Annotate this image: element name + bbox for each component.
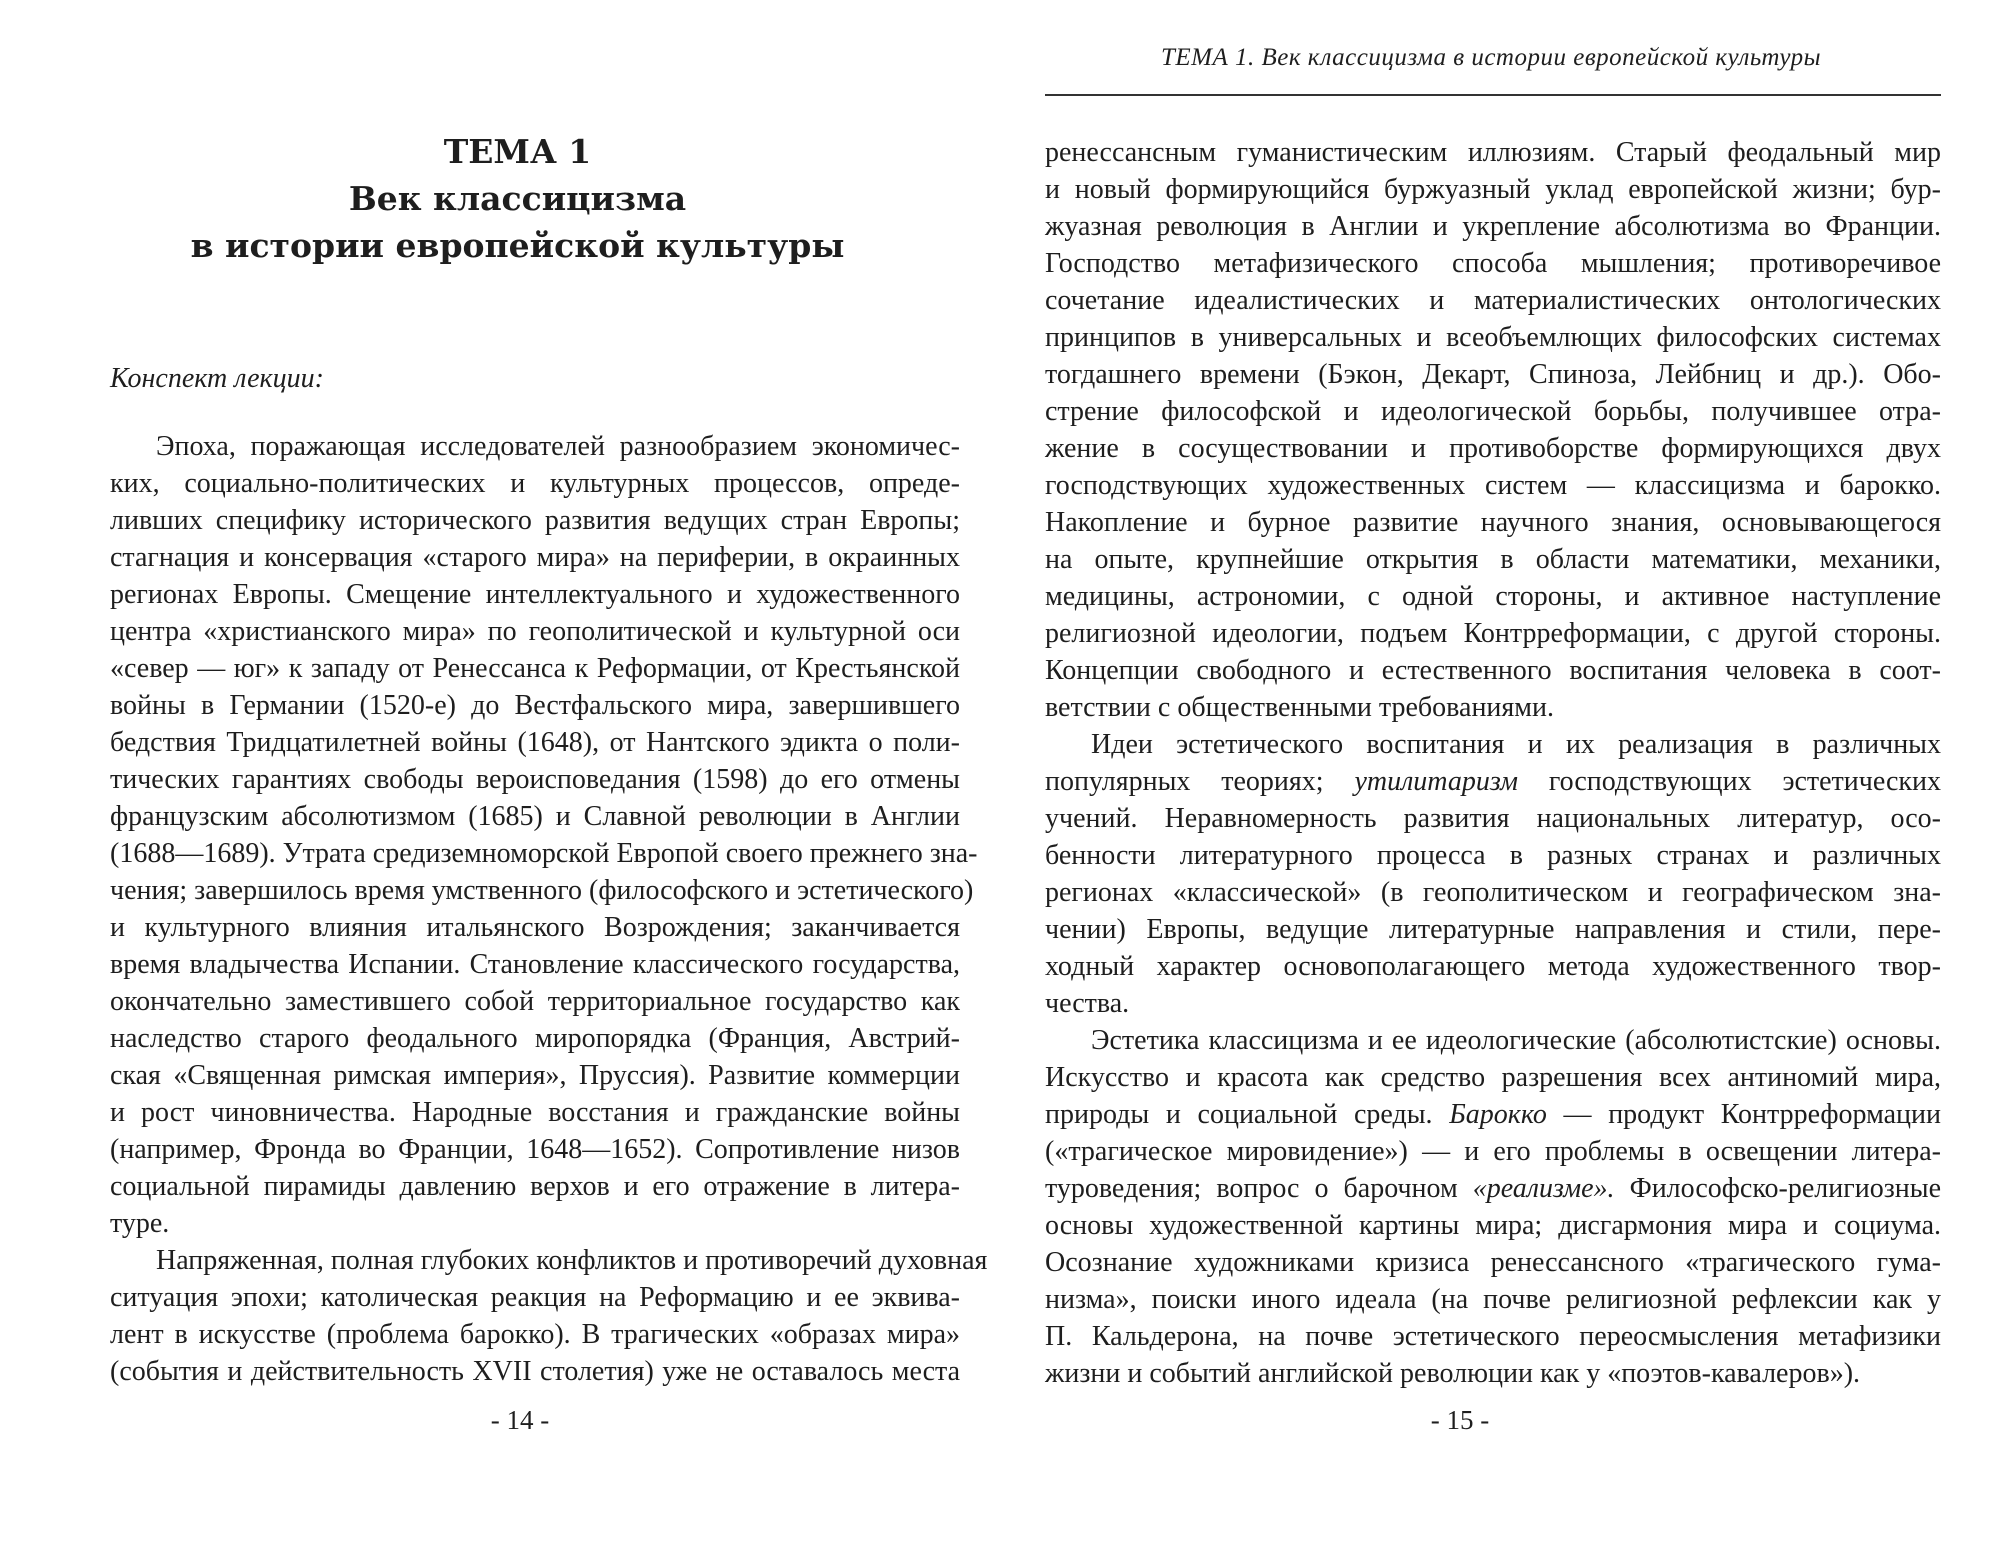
text-line: стрение философской и идеологической борьбы, получившее отра- [1045,396,1941,427]
text-line: регионах Европы. Смещение интеллектуального и художественного [110,579,960,610]
text-line: на опыте, крупнейшие открытия в области математики, механики, [1045,544,1941,575]
text-line: ходный характер основополагающего метода художественного твор- [1045,951,1941,982]
text-fragment: Философско-религиозные [1614,1173,1941,1204]
text-line: и культурного влияния итальянского Возрождения; заканчивается [110,912,960,943]
text-line: Эстетика классицизма и ее идеологические (абсолютистские) основы. [1091,1025,1941,1056]
text-line: (1688—1689). Утрата средиземноморской Европой своего прежнего зна- [110,838,978,869]
text-line: ветствии с общественными требованиями. [1045,692,1554,723]
italic-term: «реализме». [1472,1173,1615,1204]
text-line: Господство метафизического способа мышления; противоречивое [1045,248,1941,279]
text-line: жение в сосуществовании и противоборстве формирующихся двух [1045,433,1941,464]
text-line: (например, Фронда во Франции, 1648—1652). Сопротивление низов [110,1134,960,1165]
text-line: туре. [110,1208,170,1239]
right-page-body [1045,134,1941,1392]
text-line: регионах «классической» (в геополитическом и географическом зна- [1045,877,1941,908]
text-line: ких, социально-политических и культурных процессов, опреде- [110,468,960,499]
text-fragment: туроведения; вопрос о барочном [1045,1173,1473,1204]
text-fragment: популярных теориях; [1045,766,1355,797]
text-line: Эпоха, поражающая исследователей разнообразием экономичес- [156,431,960,462]
text-line: социальной пирамиды давлению верхов и его отражение в литера- [110,1171,960,1202]
text-line: господствующих художественных систем — классицизма и барокко. [1045,470,1941,501]
chapter-title-line: ТЕМА 1 [443,132,592,171]
text-line: бенности литературного процесса в разных странах и различных [1045,840,1941,871]
lecture-label: Конспект лекции: [110,363,324,394]
text-line: ренессансным гуманистическим иллюзиям. Старый феодальный мир [1045,137,1941,168]
text-line: центра «христианского мира» по геополитической и культурной оси [110,616,960,647]
text-line: Искусство и красота как средство разрешения всех антиномий мира, [1045,1062,1941,1093]
text-fragment: — продукт Контрреформации [1546,1099,1941,1130]
text-line: ская «Священная римская империя», Пруссия). Развитие коммерции [110,1060,960,1091]
text-line: бедствия Тридцатилетней войны (1648), от Нантского эдикта о поли- [110,727,960,758]
text-fragment: господствующих эстетических [1517,766,1941,797]
text-line: жизни и событий английской революции как у «поэтов-кавалеров»). [1045,1358,1861,1389]
text-line: Идеи эстетического воспитания и их реализация в различных [1091,729,1941,760]
text-line: «север — юг» к западу от Ренессанса к Реформации, от Крестьянской [110,653,960,684]
text-line: чения; завершилось время умственного (философского и эстетического) [110,875,974,906]
running-head: ТЕМА 1. Век классицизма в истории европейской культуры [1160,44,1822,71]
text-line: окончательно заместившего собой территориальное государство как [110,986,960,1017]
italic-term: утилитаризм [1354,766,1518,797]
chapter-title [110,128,925,269]
italic-term: Барокко [1449,1099,1547,1130]
text-line: П. Кальдерона, на почве эстетического переосмысления метафизики [1045,1321,1941,1352]
text-line: лент в искусстве (проблема барокко). В трагических «образах мира» [110,1319,960,1350]
left-page-body [110,428,988,1390]
text-line: и новый формирующийся буржуазный уклад европейской жизни; бур- [1045,174,1941,205]
text-line: чества. [1045,988,1130,1019]
text-line: Накопление и бурное развитие научного знания, основывающегося [1045,507,1941,538]
text-line: войны в Германии (1520-е) до Вестфальского мира, завершившего [110,690,960,721]
text-line: наследство старого феодального миропорядка (Франция, Австрий- [110,1023,960,1054]
text-line: тогдашнего времени (Бэкон, Декарт, Спиноза, Лейбниц и др.). Обо- [1045,359,1941,390]
text-line [1045,1096,1941,1133]
text-line: ситуация эпохи; католическая реакция на Реформацию и ее эквива- [110,1282,960,1313]
chapter-title-line: в истории европейской культуры [190,226,845,265]
text-line: время владычества Испании. Становление классического государства, [110,949,960,980]
text-line: тических гарантиях свободы вероисповедания (1598) до его отмены [110,764,960,795]
text-line: основы художественной картины мира; дисгармония мира и социума. [1045,1210,1941,1241]
text-line: французским абсолютизмом (1685) и Славной революции в Англии [110,801,960,832]
page-number-right: - 15 - [1430,1405,1490,1435]
text-line: принципов в универсальных и всеобъемлющих философских системах [1045,322,1941,353]
text-line: медицины, астрономии, с одной стороны, и активное наступление [1045,581,1941,612]
text-line: стагнация и консервация «старого мира» на периферии, в окраинных [110,542,960,573]
text-line: и рост чиновничества. Народные восстания и гражданские войны [110,1097,960,1128]
chapter-title-line: Век классицизма [348,179,687,218]
text-line: ливших специфику исторического развития ведущих стран Европы; [110,505,960,536]
text-line: чении) Европы, ведущие литературные направления и стили, пере- [1045,914,1941,945]
text-line: низма», поиски иного идеала (на почве религиозной рефлексии как у [1045,1284,1941,1315]
text-line: учений. Неравномерность развития национальных литератур, осо- [1045,803,1941,834]
text-line: («трагическое мировидение») — и его проблемы в освещении литера- [1045,1136,1941,1167]
text-line: (события и действительность XVII столетия) уже не оставалось места [110,1356,960,1387]
text-line: Напряженная, полная глубоких конфликтов и противоречий духовная [156,1245,988,1276]
text-fragment: природы и социальной среды. [1045,1099,1450,1130]
text-line: сочетание идеалистических и материалистических онтологических [1045,285,1941,316]
header-rule [1045,94,1941,96]
page-number-left: - 14 - [490,1405,550,1435]
text-line: Осознание художниками кризиса ренессансного «трагического гума- [1045,1247,1941,1278]
text-line [1045,763,1941,800]
text-line: Концепции свободного и естественного воспитания человека в соот- [1045,655,1941,686]
text-line: религиозной идеологии, подъем Контрреформации, с другой стороны. [1045,618,1941,649]
text-line: жуазная революция в Англии и укрепление абсолютизма во Франции. [1045,211,1941,242]
text-line [1045,1170,1941,1207]
